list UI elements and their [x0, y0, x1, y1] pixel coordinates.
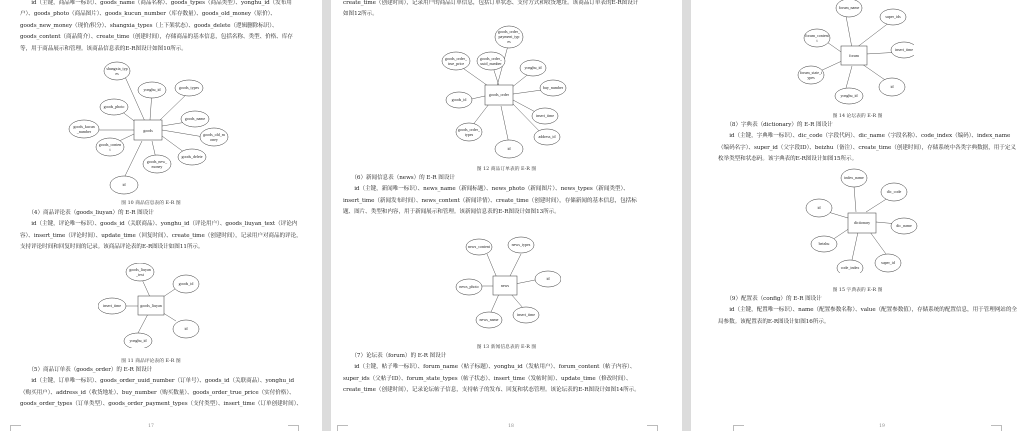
section-goods-liuyan — [20, 208, 302, 254]
svg-text:id: id — [546, 276, 550, 281]
svg-text:shangxia_typ: shangxia_typ — [106, 66, 128, 71]
svg-text:_text: _text — [136, 272, 144, 277]
svg-text:goods_id: goods_id — [178, 281, 194, 286]
figure-caption: 图 12 商品订单表的 E-R 图 — [476, 167, 537, 172]
svg-text:news: news — [500, 283, 510, 288]
svg-text:goods_liuyan: goods_liuyan — [129, 267, 151, 272]
svg-text:oney: oney — [210, 137, 218, 142]
section-heading: （7）论坛表（forum）的 E-R 图设计 — [351, 353, 447, 359]
svg-text:forum_name: forum_name — [838, 5, 860, 10]
svg-text:insert_time: insert_time — [895, 47, 913, 52]
svg-text:goods_types: goods_types — [179, 85, 199, 90]
svg-text:_number: _number — [76, 129, 92, 134]
paragraph: id（主键，新闻唯一标识）、news_name（新闻标题）、news_photo（新闻图片）、news_types（新闻类型）、insert_time（新闻发布时间）、news_content（新闻详情）、create_time（创建时间），存储新闻的基本信息，包括标题、图片、类型和内容，用于新闻展示和管理。该新闻信息表的E-R图设计如图13所示。 — [343, 186, 637, 216]
svg-text:index_name: index_name — [844, 175, 864, 180]
paragraph: id（主键，商品唯一标识）、goods_name（商品名称）、goods_types（商品类型）、yonghu_id（发布用户）、goods_photo（商品图片）、goods_kucun_number（库存数量）、goods_old_money（原价）、goods_new_money（现价/积分）、shangxia_types（上下架状态）、goods_delete（逻辑删除标识）、goods_content（商品简介）、create_time（创建时间），存储商品的基本信息，包括名称、类型、价格、库存等，用于商品展示和管理。该商品信息表的E-R图设计如图10所示。 — [20, 0, 293, 52]
er-diagram-dictionary — [804, 168, 919, 273]
svg-text:goods_order: goods_order — [489, 92, 509, 97]
svg-text:insert_time: insert_time — [536, 113, 554, 118]
page-corner-mark — [288, 425, 299, 431]
section-heading: （8）字典表（dictionary）的 E-R 图设计 — [726, 122, 833, 128]
svg-text:goods_kucun: goods_kucun — [73, 124, 95, 129]
svg-text:yonghu_id: yonghu_id — [143, 87, 161, 92]
svg-text:super_ids: super_ids — [885, 14, 901, 19]
page-gap — [322, 0, 331, 431]
svg-text:yonghu_id: yonghu_id — [840, 93, 858, 98]
section-forum — [343, 351, 643, 397]
document-page-17 — [0, 0, 322, 431]
goods-order-intro — [343, 0, 643, 21]
page-number: 17 — [148, 424, 154, 429]
svg-text:money: money — [151, 164, 163, 169]
svg-text:es: es — [507, 39, 511, 44]
figure-caption: 图 10 商品信息表的 E-R 图 — [121, 201, 181, 206]
section-goods-order — [20, 365, 302, 411]
svg-text:id: id — [817, 205, 821, 210]
section-dictionary — [718, 120, 1018, 166]
svg-text:goods_order_: goods_order_ — [445, 56, 467, 61]
document-page-19 — [691, 0, 1024, 431]
svg-text:types: types — [464, 132, 474, 137]
svg-text:dictionary: dictionary — [853, 220, 871, 225]
page-corner-mark — [10, 425, 21, 431]
svg-text:id: id — [890, 84, 894, 89]
svg-text:goods_id: goods_id — [451, 97, 467, 102]
section-heading: （4）商品评论表（goods_liuyan）的 E-R 图设计 — [28, 210, 154, 216]
svg-text:beizhu: beizhu — [818, 241, 830, 246]
svg-text:forum_content: forum_content — [805, 33, 829, 38]
section-heading: （5）商品订单表（goods_order）的 E-R 图设计 — [28, 367, 153, 373]
page-gap — [682, 0, 691, 431]
svg-text:news_types: news_types — [511, 242, 531, 247]
paragraph: id（主键，订单唯一标识）、goods_order_uuid_number（订单号）、goods_id（关联商品）、yonghu_id（购买用户）、address_id（收货地址）、buy_number（购买数量）、goods_order_true_price（实付价格）、goods_order_types（订单类型）、goods_order_payment_types（支付类型）、insert_time（订单创建时间）、 — [20, 378, 303, 408]
svg-text:insert_time: insert_time — [103, 303, 121, 308]
figure-caption: 图 14 论坛表的 E-R 图 — [832, 114, 883, 119]
section-news — [343, 173, 643, 219]
page-corner-mark — [337, 425, 348, 431]
svg-text:goods_old_m: goods_old_m — [203, 132, 225, 137]
svg-text:t: t — [816, 38, 818, 43]
er-diagram-news — [451, 236, 561, 331]
svg-text:es: es — [115, 71, 119, 76]
svg-text:payment_typ: payment_typ — [498, 34, 520, 39]
svg-text:dic_code: dic_code — [886, 189, 902, 194]
page-number: 19 — [879, 424, 885, 429]
paragraph: create_time（创建时间），记录用户的商品订单信息，包括订单状态、支付方式和收货地址。该商品订单表的E-R图设计如图12所示。 — [343, 0, 639, 18]
er-diagram-goods-liuyan — [98, 263, 208, 348]
svg-text:forum: forum — [849, 53, 859, 58]
svg-text:buy_number: buy_number — [542, 85, 564, 90]
paragraph: id（主键，帖子唯一标识）、forum_name（帖子标题）、yonghu_id（发帖用户）、forum_content（帖子内容）、super_ids（父帖子ID）、forum_state_types（帖子状态）、insert_time（发帖时间）、update_time（修改时间）、create_time（创建时间），记录论坛帖子信息，支持帖子的发布、回复和状态管理。该论坛表的E-R图设计如图14所示。 — [343, 364, 640, 394]
page-corner-mark — [991, 425, 1002, 431]
svg-text:yonghu_id: yonghu_id — [129, 338, 147, 343]
svg-text:news_photo: news_photo — [459, 284, 479, 289]
svg-text:uuid_number: uuid_number — [480, 61, 502, 66]
svg-text:news_name: news_name — [479, 317, 499, 322]
svg-text:id: id — [507, 146, 511, 151]
er-diagram-goods-order — [429, 24, 574, 159]
svg-text:goods_order_: goods_order_ — [480, 56, 502, 61]
section-config — [718, 294, 1018, 328]
paragraph: id（主键，评论唯一标识）、goods_id（关联商品）、yonghu_id（评论用户）、goods_liuyan_text（评论内容）、insert_time（评论时间）、update_time（回复时间）、create_time（创建时间），记录用户对商品的评论，支持评论时间和回复时间的记录。该商品评论表的E-R图设计如图11所示。 — [20, 221, 302, 251]
figure-caption: 图 15 字典表的 E-R 图 — [832, 288, 883, 293]
page-number: 18 — [508, 424, 514, 429]
svg-text:true_price: true_price — [447, 61, 465, 66]
svg-text:goods_new_: goods_new_ — [146, 159, 168, 164]
figure-caption: 图 11 商品评论表的 E-R 图 — [121, 359, 181, 364]
svg-text:goods_name: goods_name — [184, 116, 206, 121]
svg-text:insert_time: insert_time — [517, 312, 535, 317]
svg-text:t: t — [109, 147, 111, 152]
svg-text:goods_photo: goods_photo — [103, 104, 125, 109]
section-heading: （9）配置表（config）的 E-R 图设计 — [726, 296, 822, 302]
page-corner-mark — [647, 425, 658, 431]
svg-text:yonghu_id: yonghu_id — [524, 65, 542, 70]
page-corner-mark — [733, 425, 744, 431]
section-heading: （6）新闻信息表（news）的 E-R 图设计 — [351, 175, 455, 181]
er-diagram-goods — [62, 58, 242, 198]
svg-text:goods_order_: goods_order_ — [458, 127, 480, 132]
svg-text:goods_conten: goods_conten — [98, 142, 122, 147]
svg-text:news_content: news_content — [468, 244, 490, 249]
svg-text:goods_order_: goods_order_ — [498, 29, 520, 34]
svg-text:dic_name: dic_name — [896, 223, 912, 228]
svg-text:address_id: address_id — [538, 134, 556, 139]
document-page-18 — [331, 0, 682, 431]
figure-caption: 图 13 新闻信息表的 E-R 图 — [476, 345, 537, 350]
paragraph: id（主键，配置唯一标识）、name（配置参数名称）、value（配置参数值），存储系统的配置信息，用于管理网站的全局参数。该配置表的E-R图设计如图16所示。 — [718, 307, 1017, 325]
svg-text:goods_delete: goods_delete — [181, 154, 203, 159]
svg-text:goods: goods — [143, 128, 153, 133]
svg-text:id: id — [184, 326, 188, 331]
svg-text:code_index: code_index — [840, 265, 860, 270]
svg-text:id: id — [122, 182, 126, 187]
svg-text:super_id: super_id — [881, 260, 895, 265]
er-diagram-forum — [794, 0, 914, 108]
svg-text:goods_liuyan: goods_liuyan — [140, 303, 162, 308]
svg-text:forum_state_t: forum_state_t — [799, 70, 823, 75]
svg-text:ypes: ypes — [807, 75, 815, 80]
paragraph: id（主键，字典唯一标识）、dic_code（字段代码）、dic_name（字段名称）、code_index（编码）、index_name（编码名字）、super_id（父字段ID）、beizhu（备注）、create_time（创建时间），存储系统中各类字典数据，用于定义枚举类型和状态码。该字典表的E-R图设计如图15所示。 — [718, 133, 1016, 163]
goods-table-description — [20, 0, 302, 55]
